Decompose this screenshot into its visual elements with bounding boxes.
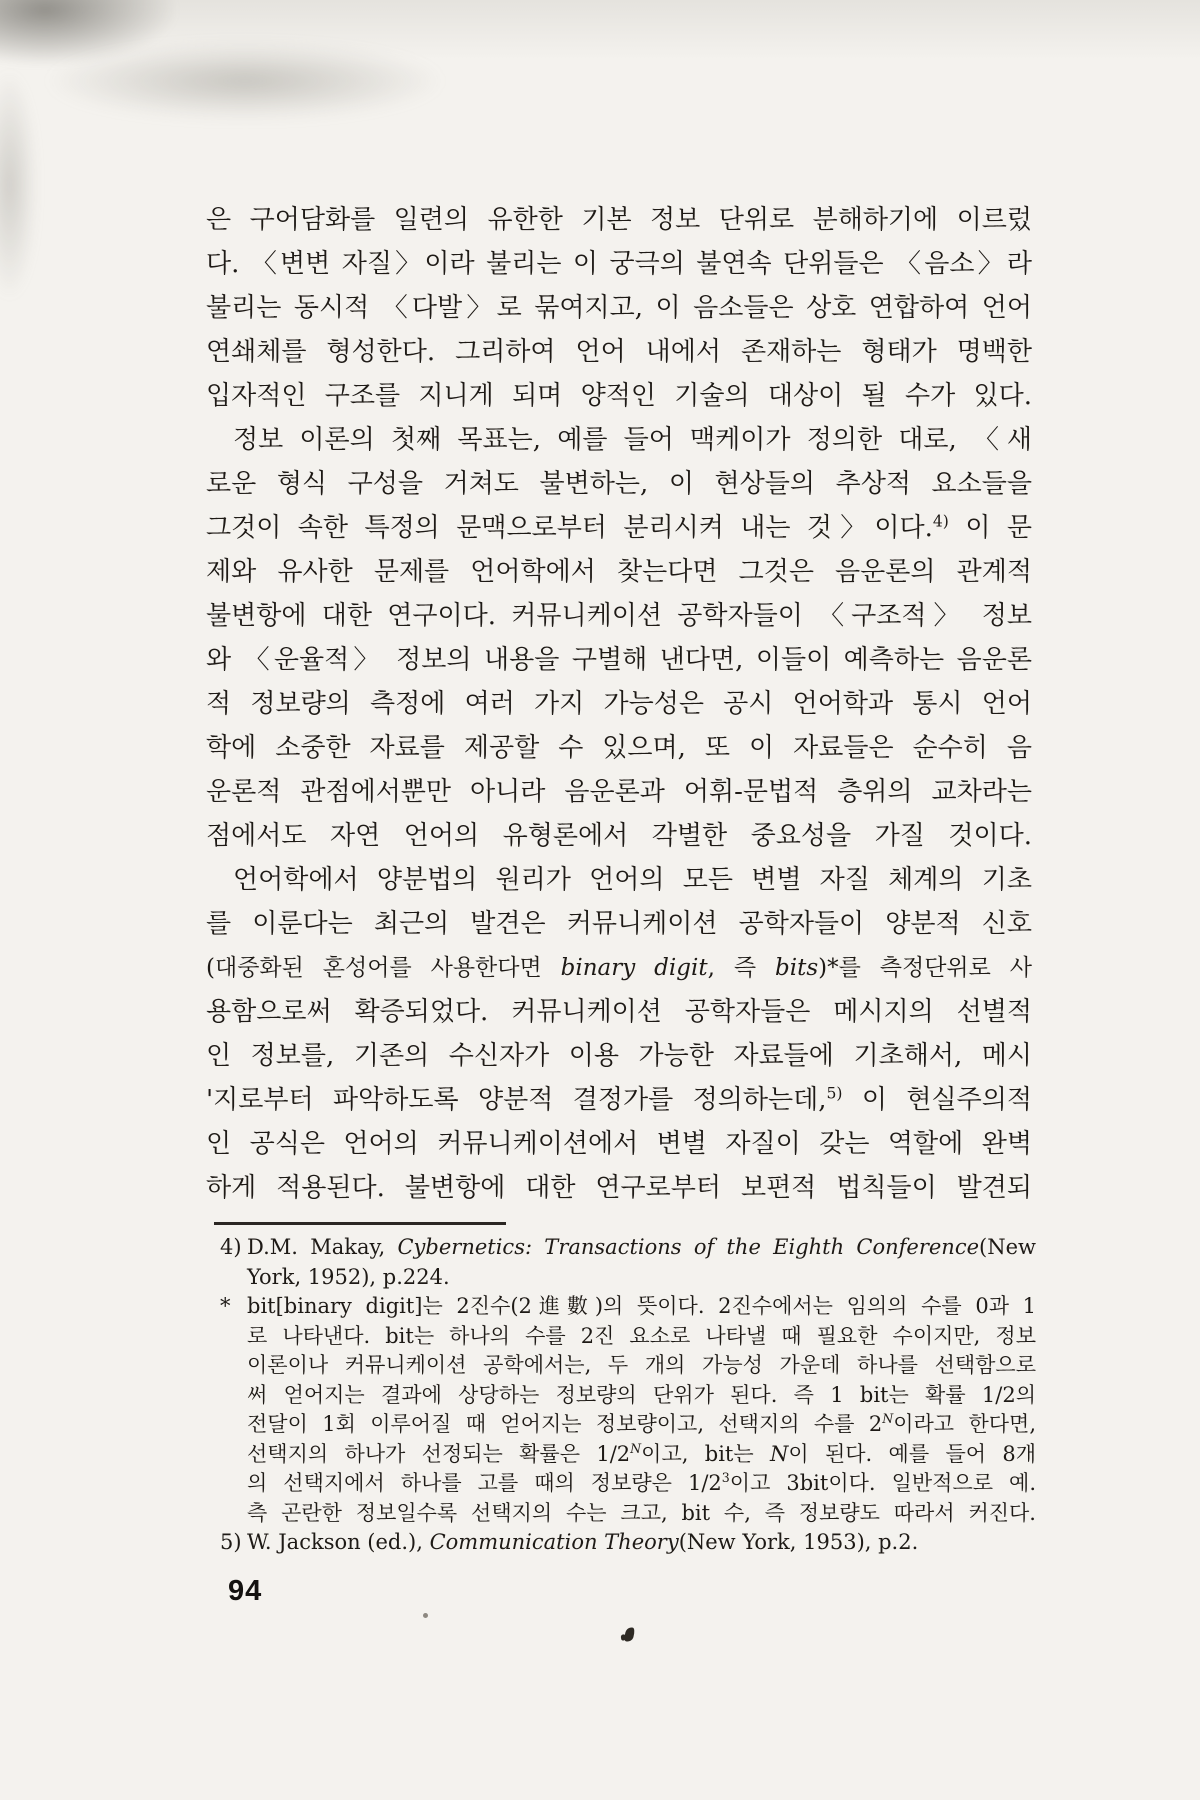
body-line: 점에서도 자연 언어의 유형론에서 각별한 중요성을 가질 것이다. xyxy=(206,821,1032,851)
ink-mark xyxy=(623,1626,636,1643)
footnote-line: 측 곤란한 정보일수록 선택지의 수는 크고, bit 수, 즉 정보량도 따라서 커진다. xyxy=(247,1500,1036,1525)
footnote xyxy=(220,1292,1036,1528)
body-line: 로운 형식 구성을 거쳐도 불변하는, 이 현상들의 추상적 요소들을 xyxy=(206,469,1032,499)
footnote-line: 써 얻어지는 결과에 상당하는 정보량의 단위가 된다. 즉 1 bit는 확률 1/2의 xyxy=(247,1382,1036,1407)
body-line: 적 정보량의 측정에 여러 가지 가능성은 공시 언어학과 통시 언어 xyxy=(206,689,1032,719)
footnote-marker: * xyxy=(220,1294,231,1318)
body-line: 은 구어담화를 일련의 유한한 기본 정보 단위로 분해하기에 이르렀 xyxy=(206,205,1032,235)
body-line: 하게 적용된다. 불변항에 대한 연구로부터 보편적 법칙들이 발견되 xyxy=(206,1173,1032,1203)
body-line: 그것이 속한 특정의 문맥으로부터 분리시켜 내는 것〉이다.$^{4)}$ 이 문 xyxy=(206,512,1032,543)
footnote-line: 이론이나 커뮤니케이션 공학에서는, 두 개의 가능성 가운데 하나를 선택함으로 xyxy=(247,1353,1036,1377)
body-text xyxy=(206,198,1032,1210)
footnote xyxy=(220,1528,1036,1558)
footnote-separator xyxy=(214,1222,506,1225)
body-line: (대중화된 혼성어를 사용한다면 binary digit, 즉 bits)*를 측정단위로 사 xyxy=(206,955,1033,981)
footnote-line: 로 나타낸다. bit는 하나의 수를 2진 요소로 나타낼 때 필요한 수이지만, 정보 xyxy=(247,1323,1036,1348)
scan-smudge xyxy=(0,70,37,300)
footnotes xyxy=(220,1233,1036,1558)
footnote xyxy=(220,1233,1036,1292)
footnote-line: 선택지의 하나가 선정되는 확률은 $1/2^N$이고, bit는 N이 된다. 예를 들어 8개 xyxy=(247,1440,1036,1466)
ink-dot xyxy=(423,1613,428,1618)
footnote-line: 전달이 1회 이루어질 때 얻어지는 정보량이고, 선택지의 수를 $2^N$이라고 한다면, xyxy=(247,1411,1036,1436)
body-line: 용함으로써 확증되었다. 커뮤니케이션 공학자들은 메시지의 선별적 xyxy=(206,997,1032,1027)
body-line: 인 공식은 언어의 커뮤니케이션에서 변별 자질이 갖는 역할에 완벽 xyxy=(206,1129,1032,1159)
scan-smudge xyxy=(0,0,1200,60)
footnote-line: D.M. Makay, Cybernetics: Transactions of the Eighth Conference(New xyxy=(247,1235,1036,1259)
footnote-line: W. Jackson (ed.), Communication Theory(New York, 1953), p.2. xyxy=(247,1530,919,1554)
body-line: 를 이룬다는 최근의 발견은 커뮤니케이션 공학자들이 양분적 신호 xyxy=(206,909,1032,939)
body-line: 와 〈운율적〉 정보의 내용을 구별해 낸다면, 이들이 예측하는 음운론 xyxy=(206,645,1032,675)
body-line: 운론적 관점에서뿐만 아니라 음운론과 어휘-문법적 층위의 교차라는 xyxy=(206,777,1032,807)
body-line: 다. 〈변변 자질〉이라 불리는 이 궁극의 불연속 단위들은 〈음소〉라 xyxy=(206,249,1032,279)
body-line: 정보 이론의 첫째 목표는, 예를 들어 맥케이가 정의한 대로, 〈새 xyxy=(233,425,1032,455)
footnote-marker: 4) xyxy=(220,1235,242,1259)
body-line: 불변항에 대한 연구이다. 커뮤니케이션 공학자들이 〈구조적〉 정보 xyxy=(206,601,1032,631)
body-line: 인 정보를, 기존의 수신자가 이용 가능한 자료들에 기초해서, 메시 xyxy=(206,1041,1032,1071)
footnote-line: York, 1952), p.224. xyxy=(247,1264,450,1289)
body-line: 학에 소중한 자료를 제공할 수 있으며, 또 이 자료들은 순수히 음 xyxy=(206,733,1032,763)
footnote-line: bit[binary digit]는 2진수(2進數)의 뜻이다. 2진수에서는 임의의 수를 0과 1 xyxy=(247,1294,1036,1318)
body-line: 연쇄체를 형성한다. 그리하여 언어 내에서 존재하는 형태가 명백한 xyxy=(206,337,1032,367)
body-line: '지로부터 파악하도록 양분적 결정가를 정의하는데,$^{5)}$ 이 현실주의적 xyxy=(206,1084,1032,1115)
scan-smudge xyxy=(0,0,175,65)
body-line: 언어학에서 양분법의 원리가 언어의 모든 변별 자질 체계의 기초 xyxy=(233,865,1032,895)
page-number: 94 xyxy=(228,1575,263,1607)
footnote-marker: 5) xyxy=(220,1530,242,1554)
body-line: 입자적인 구조를 지니게 되며 양적인 기술의 대상이 될 수가 있다. xyxy=(206,381,1032,411)
scan-smudge xyxy=(45,42,445,120)
body-line: 불리는 동시적 〈다발〉로 묶여지고, 이 음소들은 상호 연합하여 언어 xyxy=(206,293,1032,323)
footnote-line: 의 선택지에서 하나를 고를 때의 정보량은 $1/2^3$이고 3bit이다. 일반적으로 예. xyxy=(247,1470,1036,1495)
body-line: 제와 유사한 문제를 언어학에서 찾는다면 그것은 음운론의 관계적 xyxy=(206,557,1032,587)
